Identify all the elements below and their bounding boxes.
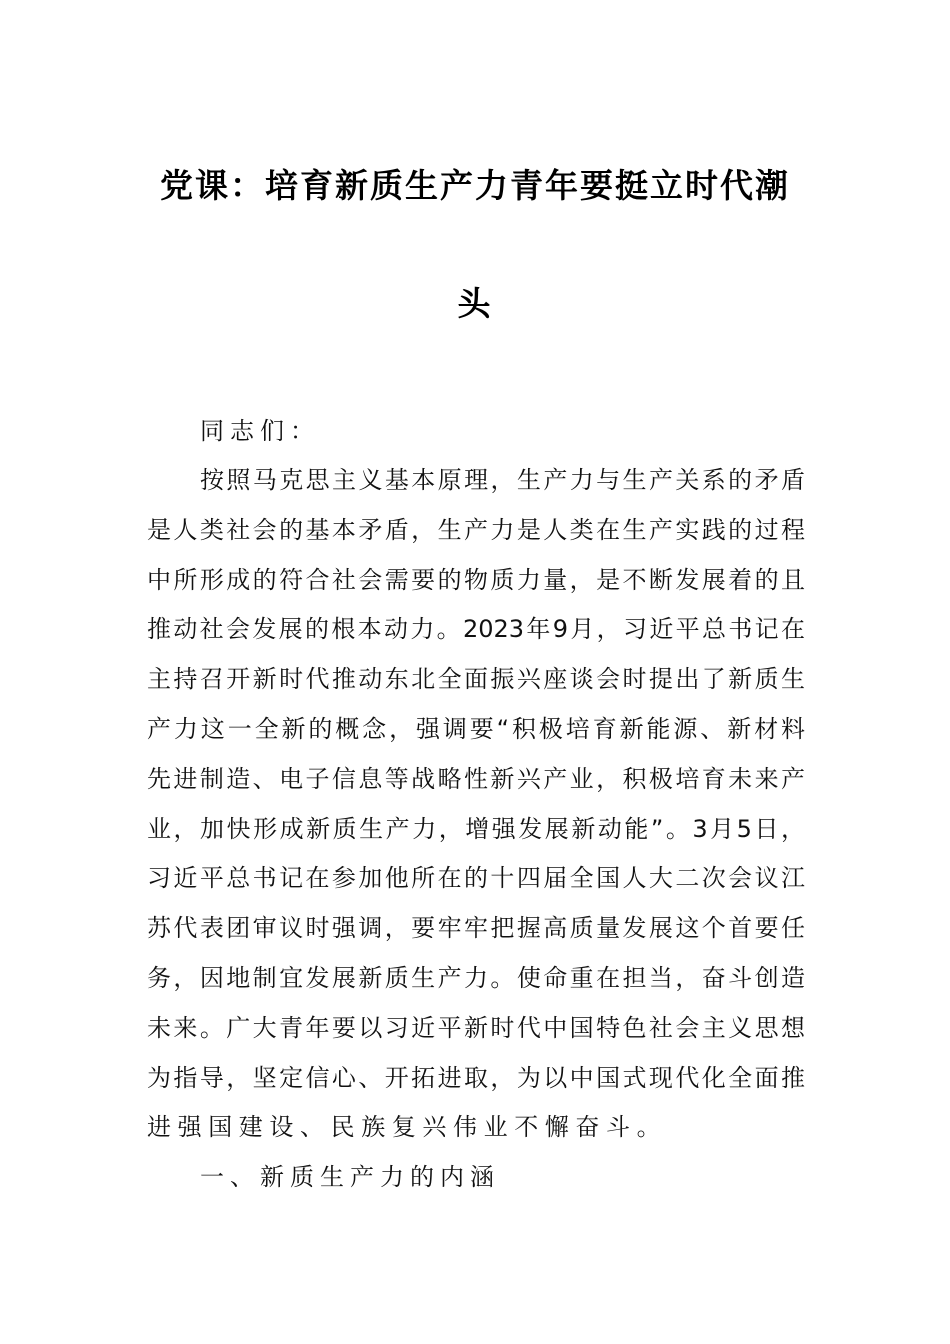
paragraph-line: 产力这一全新的概念，强调要“积极培育新能源、新材料 [147, 715, 805, 743]
salutation: 同志们： [200, 417, 320, 445]
document-title-continued: 头 [457, 284, 493, 323]
paragraph-line: 是人类社会的基本矛盾，生产力是人类在生产实践的过程 [147, 515, 805, 544]
paragraph-line: 业，加快形成新质生产力，增强发展新动能”。3月5日， [147, 814, 805, 843]
paragraph-line: 未来。广大青年要以习近平新时代中国特色社会主义思想 [147, 1013, 805, 1042]
paragraph-line: 按照马克思主义基本原理，生产力与生产关系的矛盾 [200, 466, 805, 494]
paragraph-line: 进强国建设、民族复兴伟业不懈奋斗。 [147, 1113, 668, 1142]
paragraph-line: 苏代表团审议时强调，要牢牢把握高质量发展这个首要任 [147, 914, 805, 943]
paragraph-line: 为指导，坚定信心、开拓进取，为以中国式现代化全面推 [147, 1063, 805, 1092]
paragraph-line: 习近平总书记在参加他所在的十四届全国人大二次会议江 [147, 864, 805, 893]
paragraph-line: 中所形成的符合社会需要的物质力量，是不断发展着的且 [147, 565, 805, 594]
paragraph-line: 推动社会发展的根本动力。2023年9月，习近平总书记在 [147, 615, 805, 644]
paragraph-line: 主持召开新时代推动东北全面振兴座谈会时提出了新质生 [147, 665, 805, 694]
paragraph-line: 先进制造、电子信息等战略性新兴产业，积极培育未来产 [147, 764, 805, 793]
paragraph-line: 务，因地制宜发展新质生产力。使命重在担当，奋斗创造 [147, 964, 805, 992]
section-heading: 一、新质生产力的内涵 [200, 1163, 500, 1191]
document-title: 党课：培育新质生产力青年要挺立时代潮 [160, 166, 790, 205]
